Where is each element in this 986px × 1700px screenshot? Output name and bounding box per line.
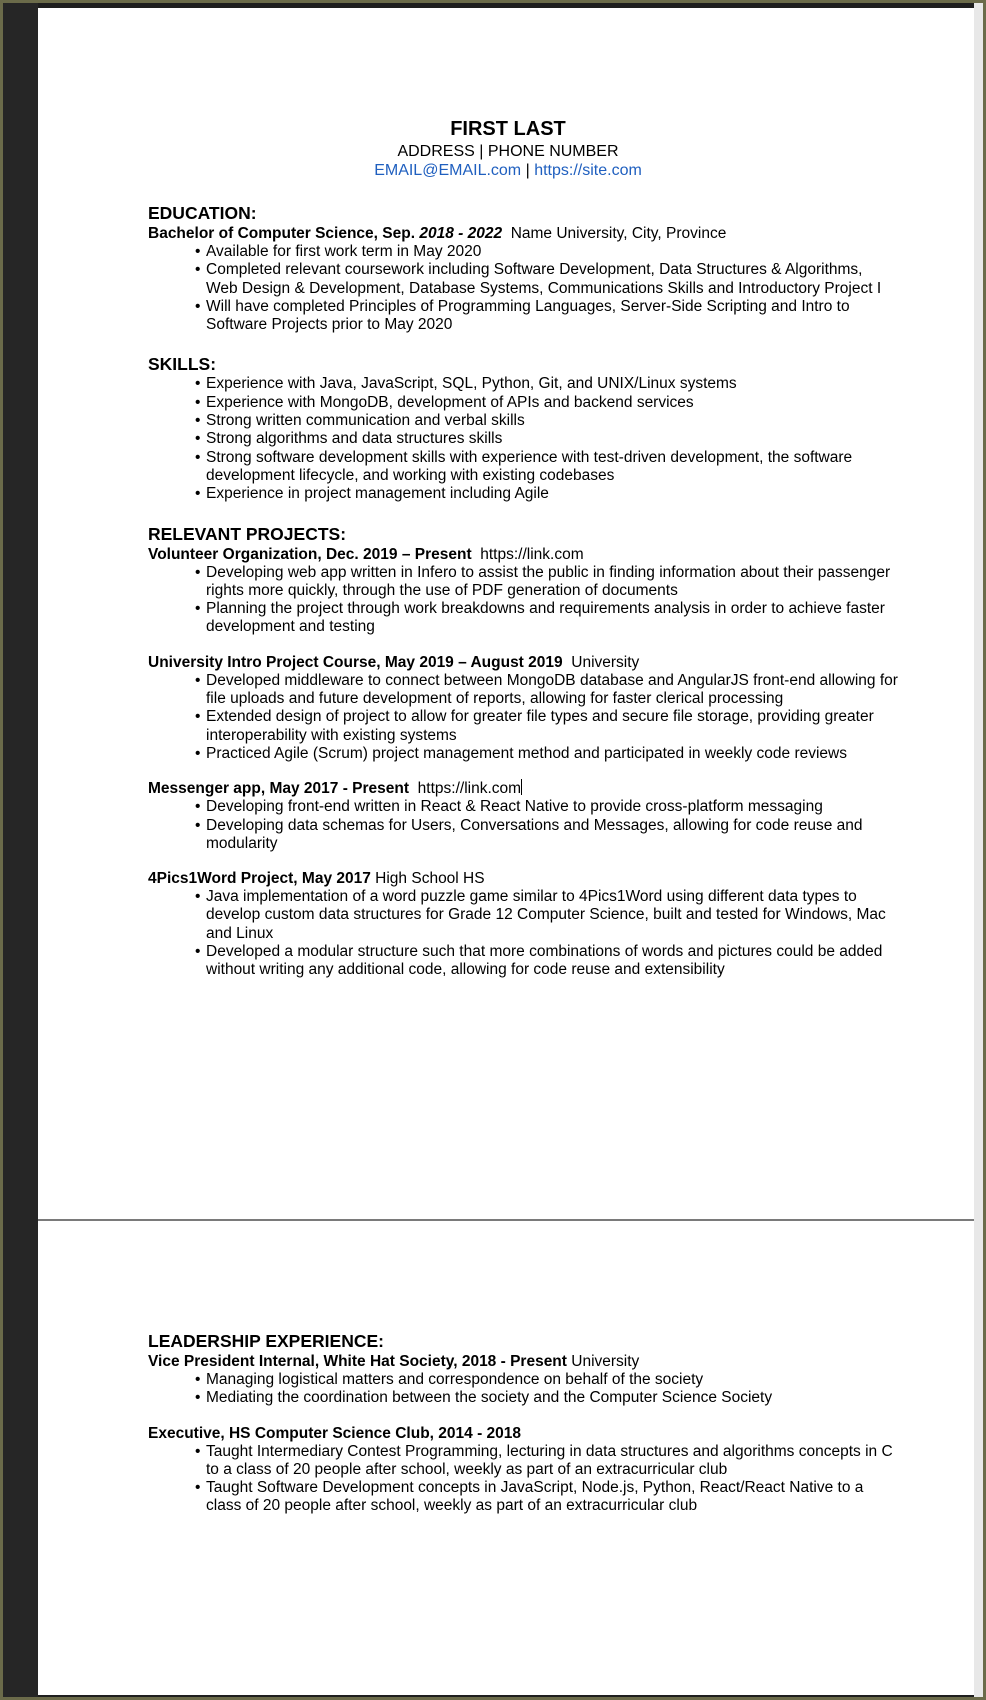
- project-title: Volunteer Organization, Dec. 2019 – Present: [148, 545, 472, 563]
- leadership-title: LEADERSHIP EXPERIENCE:: [148, 1331, 384, 1351]
- list-item: • Strong software development skills with experience with test-driven development, the software development lifecycle, and working with existing codebases: [195, 449, 898, 486]
- list-item: • Developing front-end written in React & React Native to provide cross-platform messaging: [195, 798, 898, 816]
- project-bullets: [148, 564, 898, 637]
- list-item: • Available for first work term in May 2020: [195, 243, 898, 261]
- list-item: • Mediating the coordination between the society and the Computer Science Society: [195, 1389, 898, 1407]
- list-item: • Extended design of project to allow for greater file types and secure file storage, providing greater interoperability with existing systems: [195, 708, 898, 745]
- site-link[interactable]: https://site.com: [534, 162, 642, 179]
- project-bullets: [148, 798, 898, 853]
- leadership-heading: [148, 1424, 898, 1443]
- page-2: [38, 1221, 974, 1695]
- education-title: EDUCATION:: [148, 203, 257, 223]
- address-phone: ADDRESS | PHONE NUMBER: [397, 143, 619, 160]
- email-link[interactable]: EMAIL@EMAIL.com: [374, 162, 522, 179]
- leadership-entry: [148, 1424, 898, 1516]
- project-heading: [148, 545, 898, 564]
- list-item: • Experience in project management including Agile: [195, 485, 898, 503]
- project-heading: [148, 779, 898, 798]
- skills-bullets: [148, 375, 898, 503]
- page-2-content: [148, 1331, 898, 1516]
- list-item: • Experience with Java, JavaScript, SQL, Python, Git, and UNIX/Linux systems: [195, 375, 898, 393]
- contact-links: [148, 161, 868, 180]
- leadership-bullets: [148, 1443, 898, 1516]
- resume-header: [148, 116, 868, 180]
- project-link[interactable]: https://link.com: [480, 545, 584, 563]
- project-entry: [148, 545, 898, 637]
- list-item: • Strong algorithms and data structures skills: [195, 430, 898, 448]
- leadership-entry: [148, 1352, 898, 1408]
- leadership-heading: [148, 1352, 898, 1371]
- project-entry: [148, 653, 898, 763]
- list-item: • Developing web app written in Infero to assist the public in finding information about their passenger rights more quickly, through the use of PDF generation of documents: [195, 564, 898, 601]
- school: Name University, City, Province: [510, 225, 727, 242]
- project-bullets: [148, 672, 898, 763]
- project-org: University: [571, 653, 640, 671]
- page-1-content: [148, 116, 898, 980]
- list-item: • Developed middleware to connect between MongoDB database and AngularJS front-end allowing for file uploads and future development of reports, allowing for faster clerical processing: [195, 672, 898, 709]
- project-link[interactable]: https://link.com: [417, 780, 522, 798]
- projects-title: RELEVANT PROJECTS:: [148, 523, 347, 544]
- skills-title: SKILLS:: [148, 354, 217, 375]
- project-org: High School HS: [375, 870, 485, 888]
- list-item: • Managing logistical matters and correspondence on behalf of the society: [195, 1371, 898, 1389]
- project-bullets: [148, 888, 898, 979]
- project-entry: [148, 869, 898, 979]
- degree-dates: 2018 - 2022: [419, 225, 503, 242]
- project-heading: [148, 653, 898, 672]
- left-margin-bar: [3, 3, 38, 1697]
- list-item: • Completed relevant coursework including Software Development, Data Structures & Algorithms, Web Design & Development, Database Systems, Communications Skills and Introductory Project I: [195, 261, 898, 298]
- project-title: University Intro Project Course, May 2019 – August 2019: [148, 653, 563, 671]
- role-title: Executive, HS Computer Science Club, 2014 - 2018: [148, 1424, 522, 1442]
- list-item: • Planning the project through work breakdowns and requirements analysis in order to achieve faster development and testing: [195, 600, 898, 637]
- contact-separator: |: [525, 162, 530, 179]
- list-item: • Practiced Agile (Scrum) project management method and participated in weekly code reviews: [195, 745, 898, 763]
- education-bullets: [148, 243, 898, 334]
- list-item: • Will have completed Principles of Programming Languages, Server-Side Scripting and Intro to Software Projects prior to May 2020: [195, 298, 898, 335]
- project-title: 4Pics1Word Project, May 2017: [148, 870, 371, 888]
- project-entry: [148, 779, 898, 853]
- list-item: • Java implementation of a word puzzle game similar to 4Pics1Word using different data types to develop custom data structures for Grade 12 Computer Science, built and tested for Windows, Mac and Linux: [195, 888, 898, 943]
- list-item: • Taught Software Development concepts in JavaScript, Node.js, Python, React/React Native to a class of 20 people after school, weekly as part of an extracurricular club: [195, 1479, 898, 1516]
- education-heading: [148, 224, 898, 243]
- project-heading: [148, 869, 898, 888]
- text-cursor: [521, 779, 522, 795]
- list-item: • Experience with MongoDB, development of APIs and backend services: [195, 394, 898, 412]
- candidate-name: FIRST LAST: [450, 118, 566, 140]
- list-item: • Taught Intermediary Contest Programming, lecturing in data structures and algorithms concepts in C to a class of 20 people after school, weekly as part of an extracurricular club: [195, 1443, 898, 1480]
- role-org: University: [571, 1353, 640, 1370]
- leadership-bullets: [148, 1371, 898, 1408]
- list-item: • Developing data schemas for Users, Conversations and Messages, allowing for code reuse and modularity: [195, 817, 898, 854]
- degree: Bachelor of Computer Science, Sep.: [148, 225, 416, 242]
- project-title: Messenger app, May 2017 - Present: [148, 780, 410, 798]
- right-margin-strip: [974, 3, 983, 1697]
- list-item: • Developed a modular structure such that more combinations of words and pictures could be added without writing any additional code, allowing for code reuse and extensibility: [195, 943, 898, 980]
- list-item: • Strong written communication and verbal skills: [195, 412, 898, 430]
- page-1: [38, 8, 974, 1219]
- role-title: Vice President Internal, White Hat Society, 2018 - Present: [148, 1353, 567, 1370]
